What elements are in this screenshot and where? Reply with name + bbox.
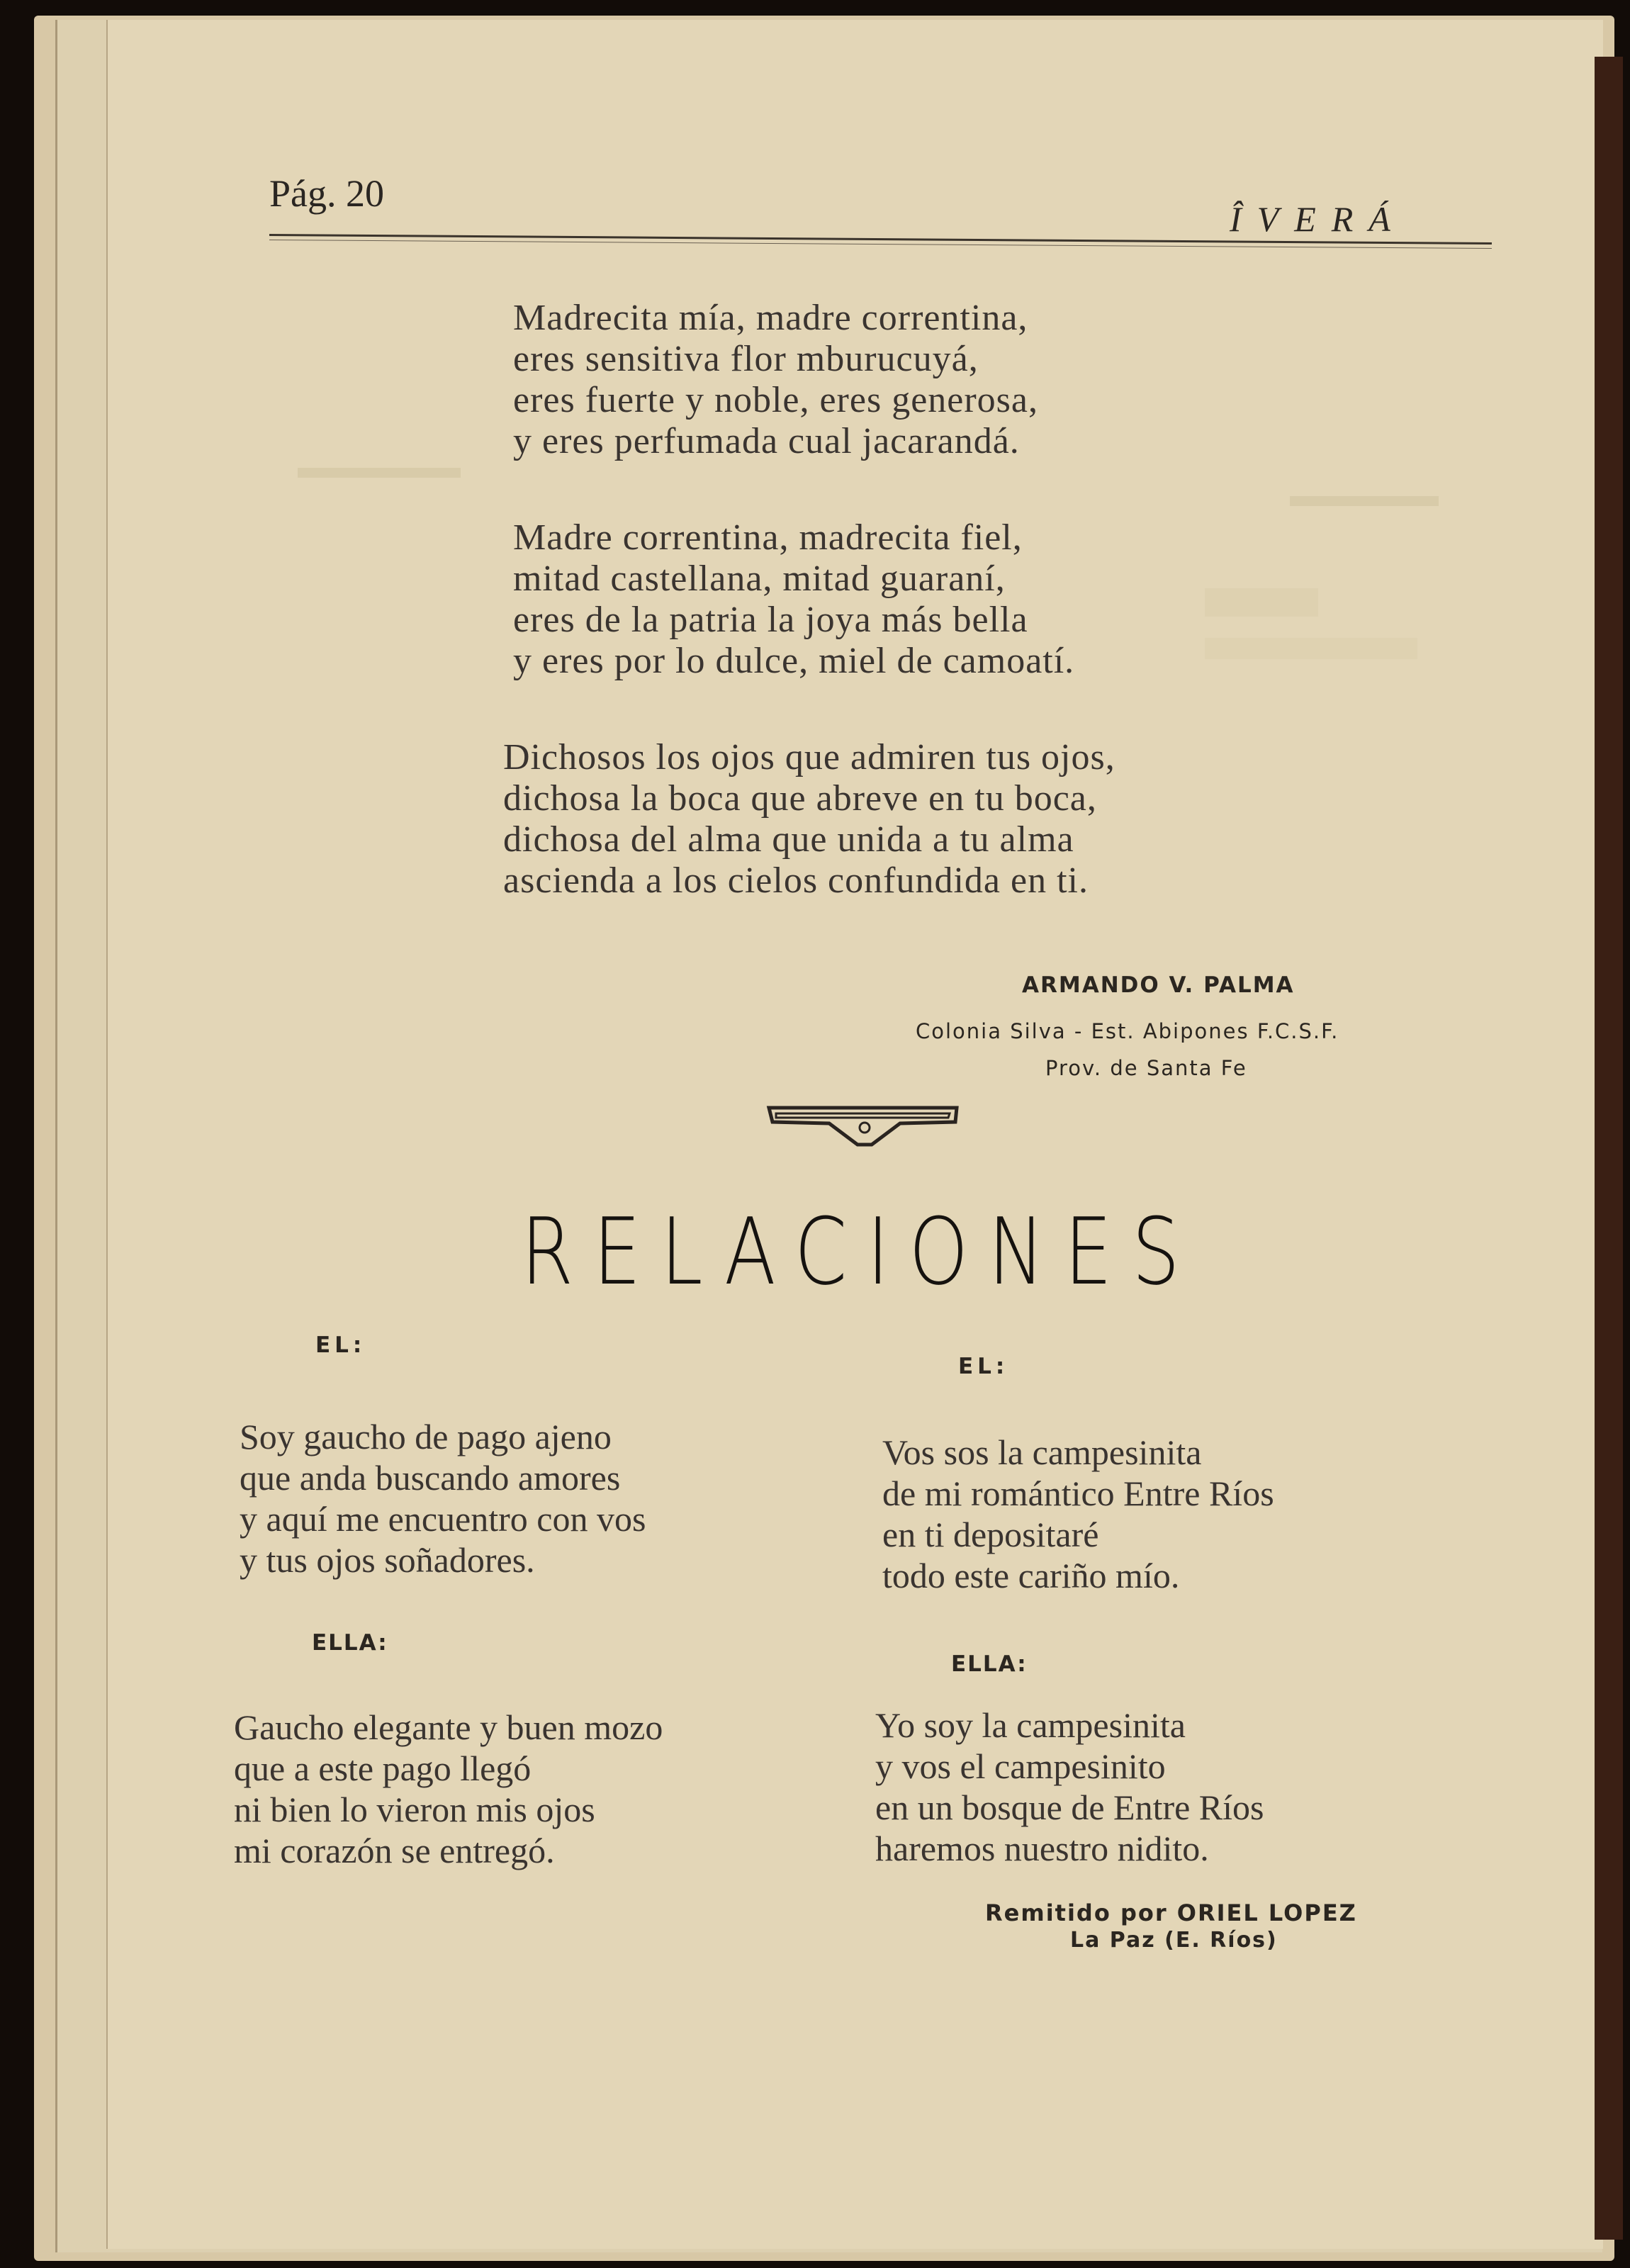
verse-line: Dichosos los ojos que admiren tus ojos, — [503, 737, 1115, 777]
ornament-divider — [765, 1102, 964, 1152]
verse-line: Soy gaucho de pago ajeno — [240, 1417, 612, 1456]
speaker-label-el: EL: — [315, 1332, 366, 1358]
verse-line: en ti depositaré — [882, 1515, 1099, 1554]
stanza-1 — [513, 298, 1038, 462]
verse-line: y eres por lo dulce, miel de camoatí. — [513, 641, 1075, 681]
verse-line: y tus ojos soñadores. — [240, 1540, 535, 1580]
verse-line: y aquí me encuentro con vos — [240, 1499, 646, 1539]
verse-line: ni bien lo vieron mis ojos — [234, 1790, 595, 1829]
verse-line: Yo soy la campesinita — [875, 1705, 1186, 1745]
verse-line: mi corazón se entregó. — [234, 1831, 555, 1870]
verse-el-right — [882, 1432, 1274, 1596]
verse-line: eres fuerte y noble, eres generosa, — [513, 380, 1038, 420]
stanza-3 — [503, 737, 1115, 902]
verse-line: y vos el campesinito — [875, 1746, 1166, 1786]
verse-line: eres de la patria la joya más bella — [513, 600, 1028, 640]
credit-location: La Paz (E. Ríos) — [1070, 1928, 1278, 1953]
verse-line: dichosa la boca que abreve en tu boca, — [503, 778, 1097, 819]
verse-line: de mi romántico Entre Ríos — [882, 1473, 1274, 1513]
verse-line: Vos sos la campesinita — [882, 1432, 1202, 1472]
verse-line: ascienda a los cielos confundida en ti. — [503, 860, 1089, 901]
verse-line: todo este cariño mío. — [882, 1556, 1180, 1595]
verse-ella-right — [875, 1705, 1264, 1869]
author-location-line2: Prov. de Santa Fe — [1045, 1056, 1247, 1080]
verse-line: que a este pago llegó — [234, 1748, 532, 1788]
verse-ella-left — [234, 1707, 663, 1871]
verse-line: Madrecita mía, madre correntina, — [513, 298, 1028, 338]
speaker-label-ella: ELLA: — [951, 1651, 1028, 1677]
poem-author: ARMANDO V. PALMA — [1022, 972, 1295, 998]
author-location-line1: Colonia Silva - Est. Abipones F.C.S.F. — [916, 1019, 1339, 1043]
verse-el-left — [240, 1416, 646, 1581]
verse-line: en un bosque de Entre Ríos — [875, 1787, 1264, 1827]
speaker-label-el: EL: — [958, 1354, 1009, 1379]
verse-line: haremos nuestro nidito. — [875, 1829, 1209, 1868]
verse-line: y eres perfumada cual jacarandá. — [513, 421, 1020, 461]
publication-title: ÎVERÁ — [1230, 199, 1406, 239]
verse-line: dichosa del alma que unida a tu alma — [503, 819, 1074, 860]
verse-line: Gaucho elegante y buen mozo — [234, 1707, 663, 1747]
section-title: RELACIONES — [521, 1198, 1200, 1306]
stanza-2 — [513, 517, 1074, 682]
verse-line: Madre correntina, madrecita fiel, — [513, 517, 1023, 558]
speaker-label-ella: ELLA: — [312, 1630, 388, 1656]
verse-line: mitad castellana, mitad guaraní, — [513, 558, 1006, 599]
verse-line: eres sensitiva flor mburucuyá, — [513, 339, 979, 379]
credit-line: Remitido por ORIEL LOPEZ — [985, 1899, 1357, 1926]
page-number: Pág. 20 — [269, 172, 384, 215]
verse-line: que anda buscando amores — [240, 1458, 621, 1498]
